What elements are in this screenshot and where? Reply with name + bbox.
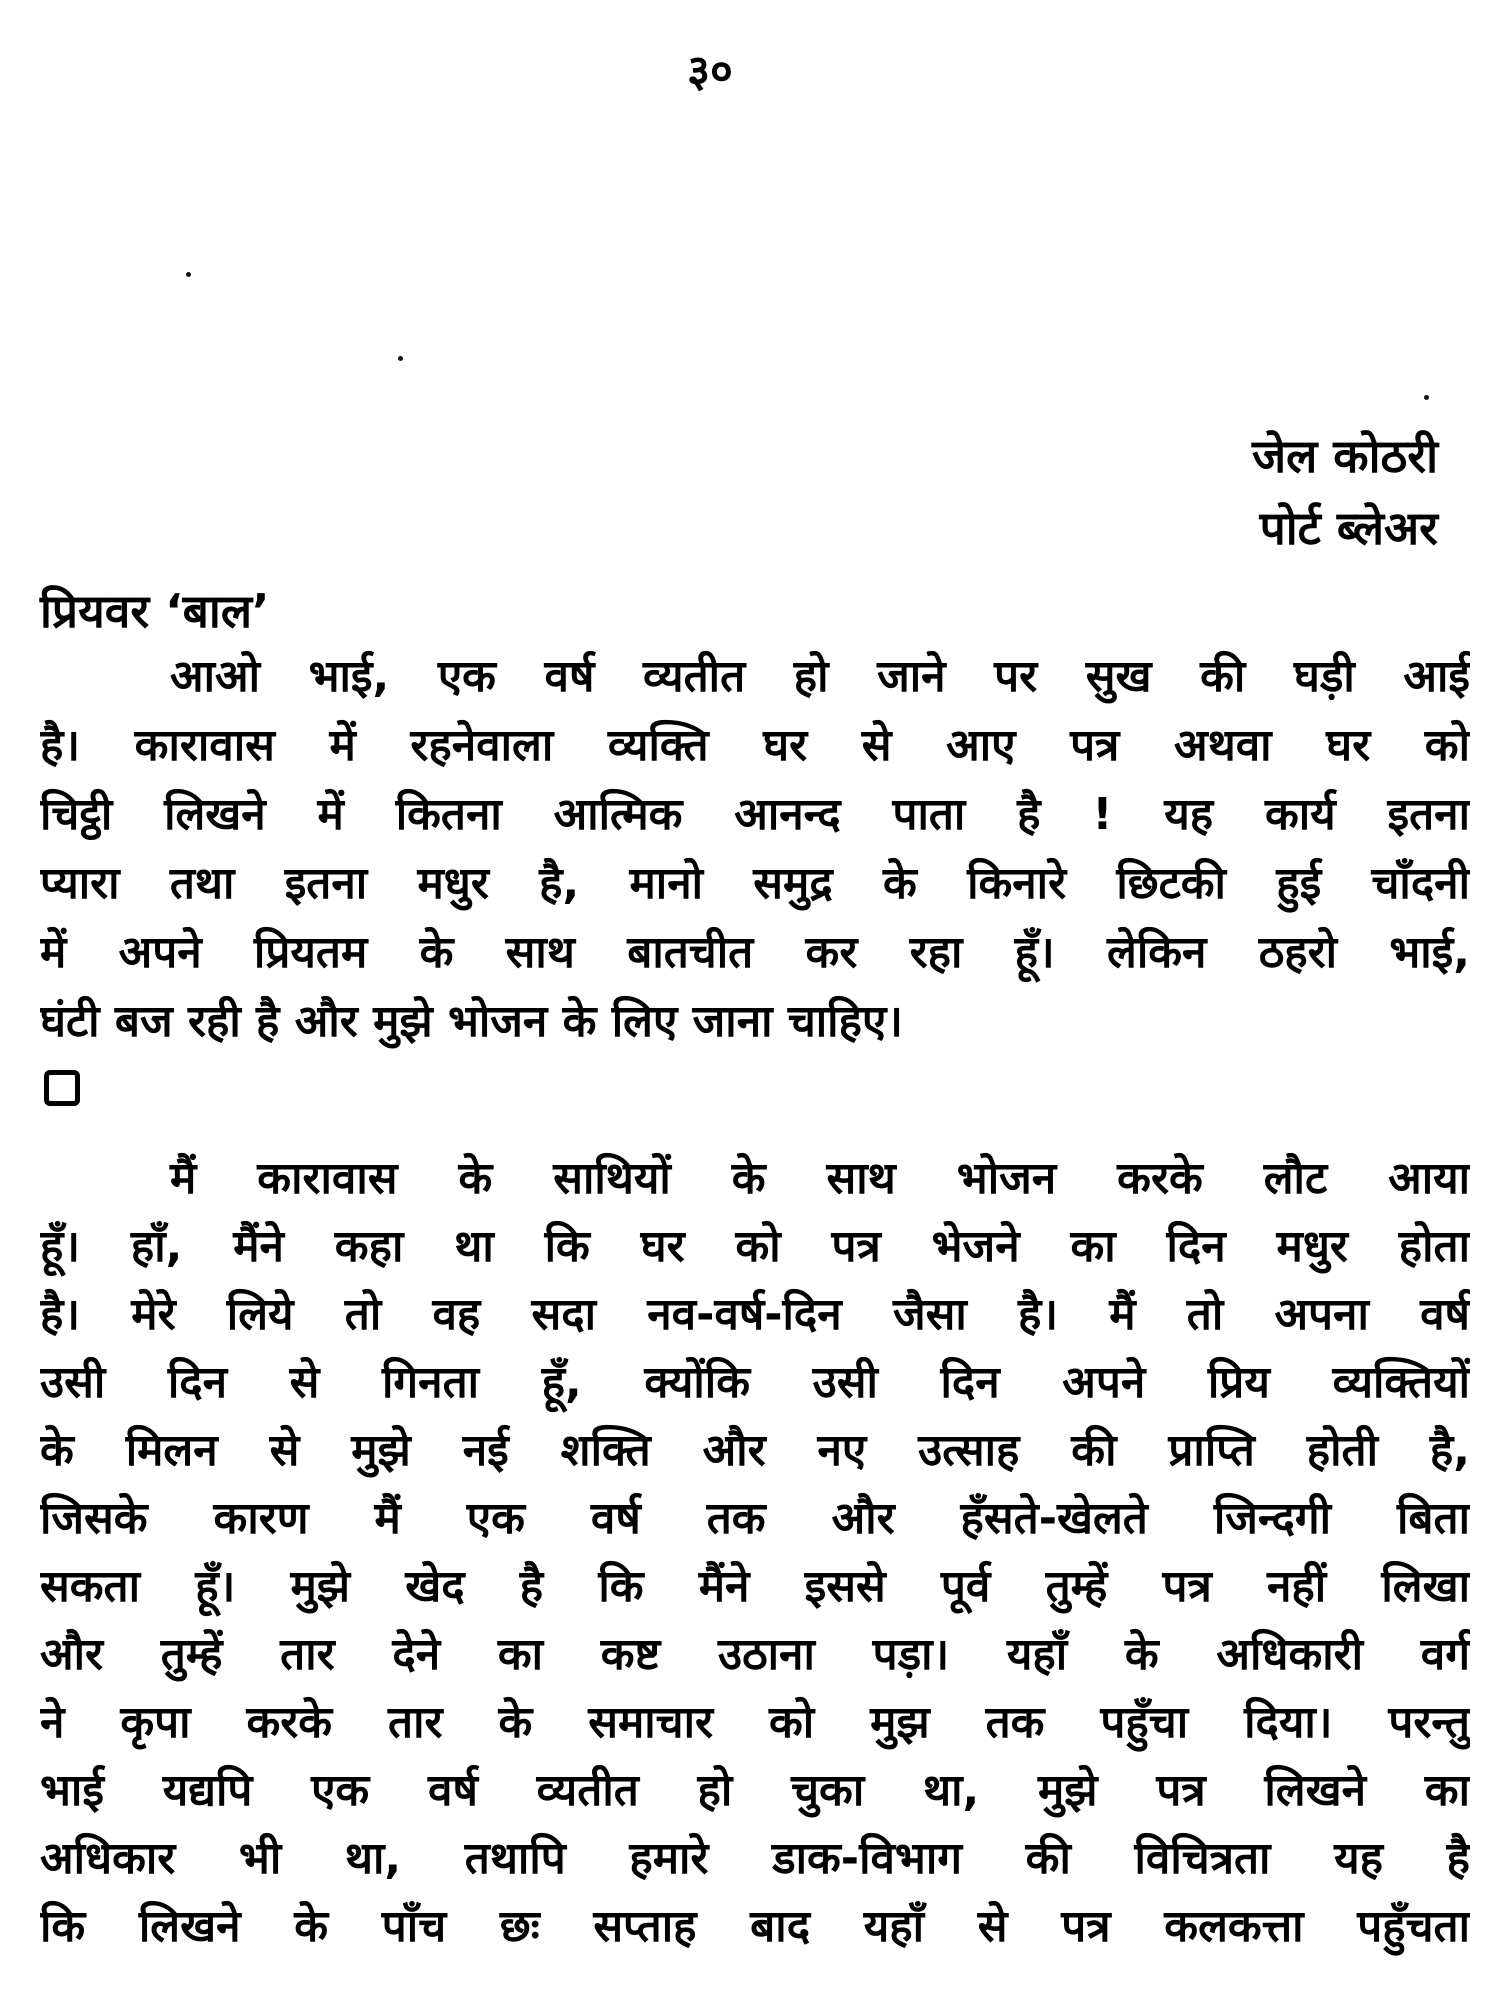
text-line: घंटी बज रही है और मुझे भोजन के लिए जाना चाहिए। xyxy=(40,996,903,1047)
text-line: प्यारा तथा इतना मधुर है, मानो समुद्र के किनारे छिटकी हुई चाँदनी xyxy=(40,858,1470,909)
sender-address xyxy=(1252,420,1438,564)
scan-speck xyxy=(398,356,403,361)
address-line-1: जेल कोठरी xyxy=(1251,429,1438,483)
text-line: है। मेरे लिये तो वह सदा नव-वर्ष-दिन जैसा है। मैं तो अपना वर्ष xyxy=(40,1289,1470,1340)
text-line: चिट्ठी लिखने में कितना आत्मिक आनन्द पाता है ! यह कार्य इतना xyxy=(40,789,1470,840)
salutation: प्रियवर ‘बाल’ xyxy=(40,584,270,638)
text-line: के मिलन से मुझे नई शक्ति और नए उत्साह की प्राप्ति होती है, xyxy=(40,1425,1470,1476)
text-line: हूँ। हाँ, मैंने कहा था कि घर को पत्र भेजने का दिन मधुर होता xyxy=(40,1221,1470,1272)
text-line: में अपने प्रियतम के साथ बातचीत कर रहा हूँ। लेकिन ठहरो भाई, xyxy=(40,927,1470,978)
address-line-2: पोर्ट ब्लेअर xyxy=(1259,501,1438,555)
scan-speck xyxy=(1424,395,1429,400)
text-line: मैं कारावास के साथियों के साथ भोजन करके लौट आया xyxy=(170,1153,1470,1204)
text-line: अधिकार भी था, तथापि हमारे डाक-विभाग की विचित्रता यह है xyxy=(40,1833,1470,1884)
section-break-mark xyxy=(44,1070,80,1106)
text-line: और तुम्हें तार देने का कष्ट उठाना पड़ा। यहाँ के अधिकारी वर्ग xyxy=(40,1629,1470,1680)
text-line: सकता हूँ। मुझे खेद है कि मैंने इससे पूर्व तुम्हें पत्र नहीं लिखा xyxy=(40,1561,1470,1612)
text-line: जिसके कारण मैं एक वर्ष तक और हँसते-खेलते जिन्दगी बिता xyxy=(40,1493,1470,1544)
text-line: आओ भाई, एक वर्ष व्यतीत हो जाने पर सुख की घड़ी आई xyxy=(170,651,1470,702)
text-line: कि लिखने के पाँच छः सप्ताह बाद यहाँ से पत्र कलकत्ता पहुँचता xyxy=(40,1901,1470,1952)
paragraph-2 xyxy=(40,1145,1470,1961)
text-line: है। कारावास में रहनेवाला व्यक्ति घर से आए पत्र अथवा घर को xyxy=(40,720,1470,771)
scan-speck xyxy=(186,272,191,277)
page-number: ३० xyxy=(687,46,733,97)
text-line: उसी दिन से गिनता हूँ, क्योंकि उसी दिन अपने प्रिय व्यक्तियों xyxy=(40,1357,1470,1408)
text-line: भाई यद्यपि एक वर्ष व्यतीत हो चुका था, मुझे पत्र लिखने का xyxy=(40,1765,1470,1816)
text-line: ने कृपा करके तार के समाचार को मुझ तक पहुँचा दिया। परन्तु xyxy=(40,1697,1470,1748)
paragraph-1 xyxy=(40,642,1470,1056)
